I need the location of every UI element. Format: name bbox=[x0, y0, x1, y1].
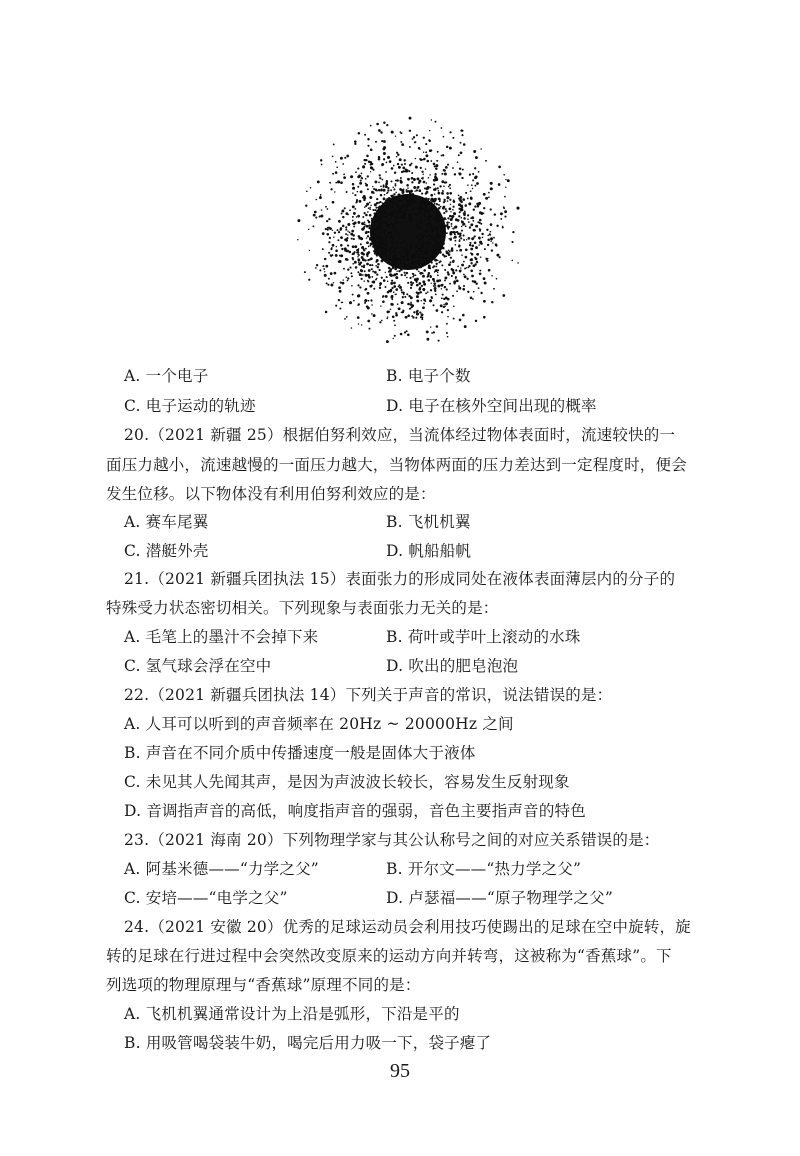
q22-stem-line1: 22.（2021 新疆兵团执法 14）下列关于声音的常识，说法错误的是： bbox=[124, 686, 613, 704]
q23-option-b: B. 开尔文——“热力学之父” bbox=[386, 860, 582, 878]
q24-option-a: A. 飞机机翼通常设计为上沿是弧形，下沿是平的 bbox=[124, 1005, 460, 1023]
q24-option-b: B. 用吸管喝袋装牛奶，喝完后用力吸一下，袋子瘪了 bbox=[124, 1034, 492, 1052]
q20-stem-line2: 面压力越小，流速越慢的一面压力越大，当物体两面的压力差达到一定程度时，便会 bbox=[106, 456, 687, 474]
electron-cloud-figure bbox=[288, 112, 528, 352]
q24-stem-line2: 转的足球在行进过程中会突然改变原来的运动方向并转弯，这被称为“香蕉球”。下 bbox=[106, 947, 672, 965]
q21-option-d: D. 吹出的肥皂泡泡 bbox=[386, 657, 519, 675]
q23-stem-line1: 23.（2021 海南 20）下列物理学家与其公认称号之间的对应关系错误的是： bbox=[124, 831, 660, 849]
q24-stem-line3: 列选项的物理原理与“香蕉球”原理不同的是： bbox=[106, 976, 421, 994]
q24-stem-line1: 24.（2021 安徽 20）优秀的足球运动员会利用技巧使踢出的足球在空中旋转，旋 bbox=[124, 918, 691, 936]
q19-option-d: D. 电子在核外空间出现的概率 bbox=[386, 397, 597, 415]
q21-stem-line1: 21.（2021 新疆兵团执法 15）表面张力的形成同处在液体表面薄层内的分子的 bbox=[124, 570, 676, 588]
q21-option-b: B. 荷叶或芋叶上滚动的水珠 bbox=[386, 628, 581, 646]
q22-option-a: A. 人耳可以听到的声音频率在 20Hz ~ 20000Hz 之间 bbox=[124, 715, 514, 733]
q20-option-a: A. 赛车尾翼 bbox=[124, 513, 209, 531]
q20-stem-line1: 20.（2021 新疆 25）根据伯努利效应，当流体经过物体表面时，流速较快的一 bbox=[124, 426, 676, 444]
q19-option-a: A. 一个电子 bbox=[124, 367, 209, 385]
q23-option-d: D. 卢瑟福——“原子物理学之父” bbox=[386, 889, 613, 907]
q21-option-c: C. 氢气球会浮在空中 bbox=[124, 657, 272, 675]
q20-option-b: B. 飞机机翼 bbox=[386, 513, 471, 531]
q23-option-a: A. 阿基米德——“力学之父” bbox=[124, 860, 319, 878]
q20-stem-line3: 发生位移。以下物体没有利用伯努利效应的是： bbox=[106, 485, 436, 503]
q20-option-d: D. 帆船船帆 bbox=[386, 542, 472, 560]
page-number: 95 bbox=[390, 1060, 410, 1082]
q23-option-c: C. 安培——“电学之父” bbox=[124, 889, 288, 907]
q22-option-b: B. 声音在不同介质中传播速度一般是固体大于液体 bbox=[124, 744, 476, 762]
q20-option-c: C. 潜艇外壳 bbox=[124, 542, 209, 560]
q21-stem-line2: 特殊受力状态密切相关。下列现象与表面张力无关的是： bbox=[106, 599, 499, 617]
q22-option-d: D. 音调指声音的高低，响度指声音的强弱，音色主要指声音的特色 bbox=[124, 802, 586, 820]
q19-option-b: B. 电子个数 bbox=[386, 367, 471, 385]
q21-option-a: A. 毛笔上的墨汁不会掉下来 bbox=[124, 628, 319, 646]
q19-option-c: C. 电子运动的轨迹 bbox=[124, 397, 256, 415]
q22-option-c: C. 未见其人先闻其声，是因为声波波长较长，容易发生反射现象 bbox=[124, 773, 570, 791]
